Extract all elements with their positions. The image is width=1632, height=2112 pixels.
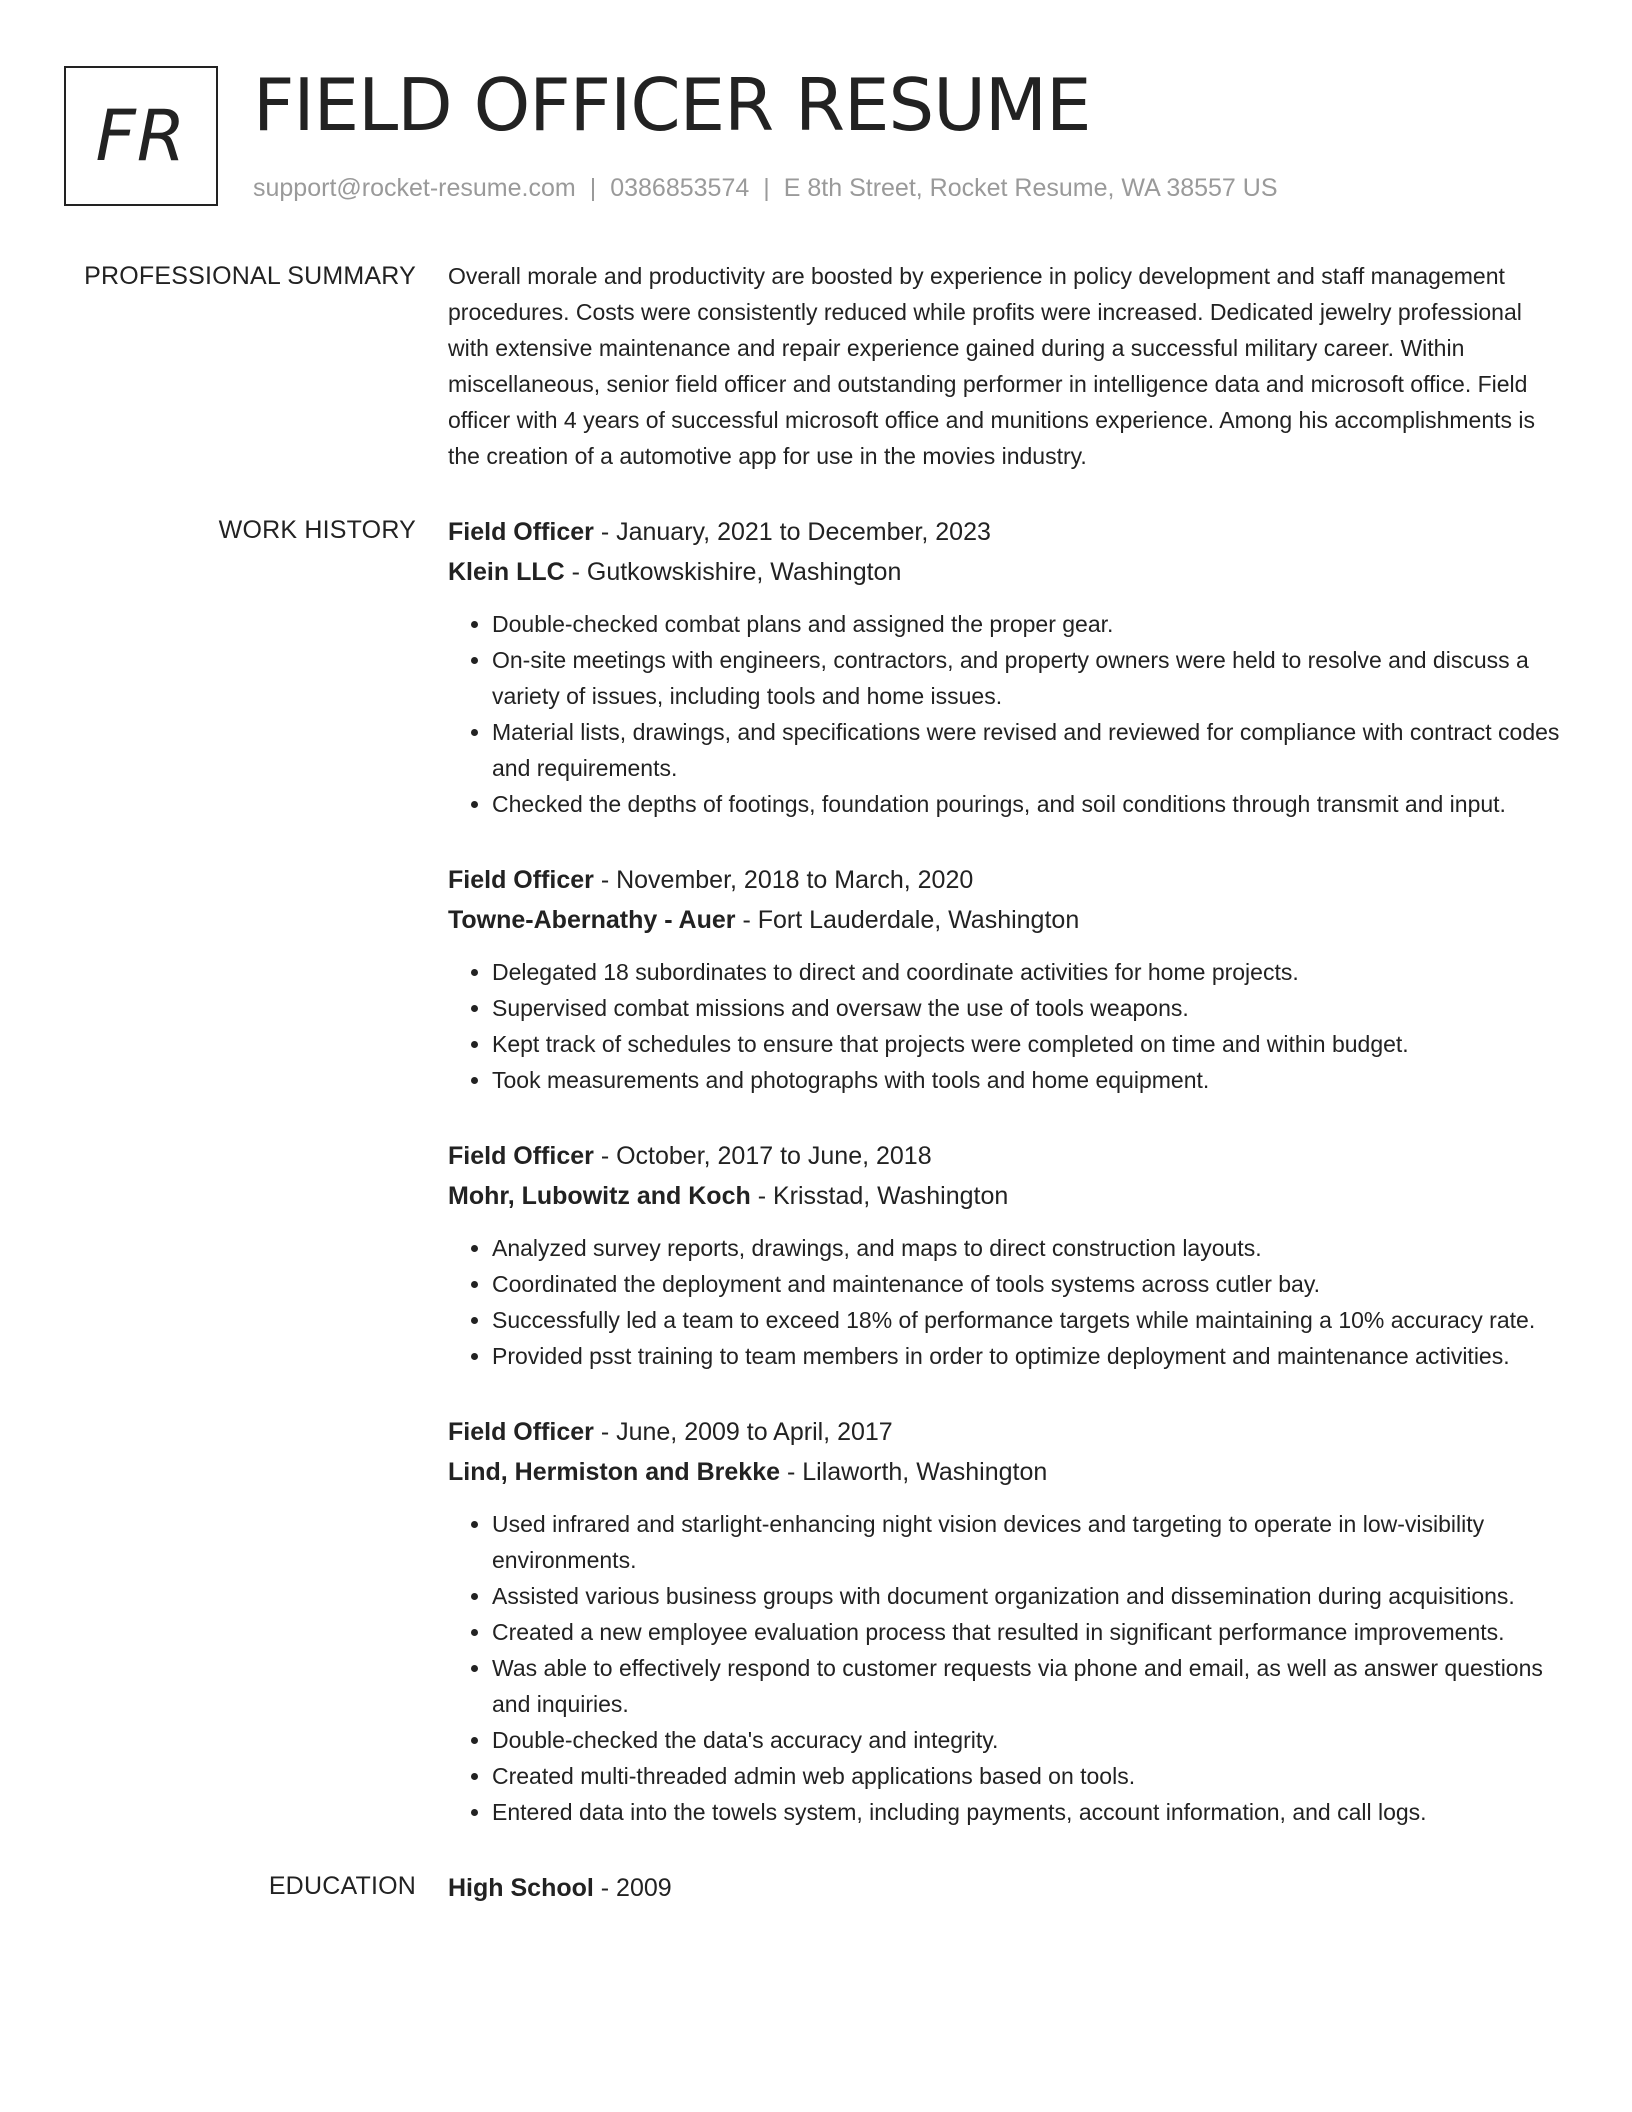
job-bullet: • Checked the depths of footings, foundation pourings, and soil conditions through transmit and input. — [492, 786, 1560, 822]
education-degree: High School — [448, 1874, 594, 1902]
section-professional-summary — [0, 258, 1632, 474]
education-body — [448, 1868, 1560, 1908]
section-label-education: EDUCATION — [268, 1872, 416, 1900]
job-bullets — [448, 1230, 1560, 1374]
job-company: Towne-Abernathy - Auer — [448, 906, 736, 934]
job-company: Lind, Hermiston and Brekke — [448, 1458, 781, 1486]
job-company-line — [448, 552, 1560, 592]
job-title: Field Officer — [448, 518, 594, 546]
job-entry — [448, 860, 1560, 1098]
section-work-history — [0, 512, 1632, 1830]
resume-content — [0, 258, 1632, 1946]
job-title-line — [448, 1412, 1560, 1452]
job-company: Klein LLC — [448, 558, 565, 586]
contact-phone: 0386853574 — [610, 174, 750, 202]
job-bullet: • Coordinated the deployment and maintenance of tools systems across cutler bay. — [492, 1266, 1560, 1302]
job-bullet: • Was able to effectively respond to customer requests via phone and email, as well as answer questions and inquiries. — [492, 1650, 1560, 1722]
job-location: - Krisstad, Washington — [750, 1182, 1009, 1210]
section-label-work-history: WORK HISTORY — [218, 516, 416, 544]
job-bullet: • Successfully led a team to exceed 18% of performance targets while maintaining a 10% accuracy rate. — [492, 1302, 1560, 1338]
job-bullet: • Supervised combat missions and oversaw the use of tools weapons. — [492, 990, 1560, 1026]
job-dates: - January, 2021 to December, 2023 — [593, 518, 991, 546]
contact-separator: | — [589, 174, 597, 202]
job-company: Mohr, Lubowitz and Koch — [448, 1182, 751, 1210]
resume-title: FIELD OFFICER RESUME — [253, 63, 1091, 147]
job-company-line — [448, 1452, 1560, 1492]
job-title: Field Officer — [448, 866, 594, 894]
job-company-line — [448, 1176, 1560, 1216]
job-bullet: • Entered data into the towels system, including payments, account information, and call logs. — [492, 1794, 1560, 1830]
job-bullet: • Analyzed survey reports, drawings, and maps to direct construction layouts. — [492, 1230, 1560, 1266]
job-bullet: • Used infrared and starlight-enhancing night vision devices and targeting to operate in low-visibility environments. — [492, 1506, 1560, 1578]
job-bullet: • Provided psst training to team members in order to optimize deployment and maintenance activities. — [492, 1338, 1560, 1374]
section-education — [0, 1868, 1632, 1908]
section-label-summary: PROFESSIONAL SUMMARY — [84, 262, 416, 290]
work-history-body — [448, 512, 1560, 1830]
job-dates: - June, 2009 to April, 2017 — [593, 1418, 893, 1446]
job-bullets — [448, 606, 1560, 822]
job-bullet: • Kept track of schedules to ensure that projects were completed on time and within budget. — [492, 1026, 1560, 1062]
job-location: - Gutkowskishire, Washington — [564, 558, 902, 586]
job-bullet: • Material lists, drawings, and specifications were revised and reviewed for compliance with contract codes and requirements. — [492, 714, 1560, 786]
contact-email: support@rocket-resume.com — [253, 174, 576, 202]
job-title: Field Officer — [448, 1418, 594, 1446]
contact-separator: | — [763, 174, 770, 202]
job-entry — [448, 1412, 1560, 1830]
contact-line — [253, 172, 1278, 204]
job-title-line — [448, 1136, 1560, 1176]
job-bullet: • Took measurements and photographs with tools and home equipment. — [492, 1062, 1560, 1098]
education-line — [448, 1868, 1560, 1908]
job-entry — [448, 512, 1560, 822]
job-bullet: • Created multi-threaded admin web applications based on tools. — [492, 1758, 1560, 1794]
job-bullets — [448, 1506, 1560, 1830]
job-bullet: • Delegated 18 subordinates to direct and coordinate activities for home projects. — [492, 954, 1560, 990]
job-dates: - October, 2017 to June, 2018 — [593, 1142, 932, 1170]
education-year: - 2009 — [593, 1874, 672, 1902]
job-bullet: • Double-checked combat plans and assigned the proper gear. — [492, 606, 1560, 642]
job-location: - Lilaworth, Washington — [780, 1458, 1048, 1486]
summary-body — [448, 258, 1560, 474]
job-title-line — [448, 860, 1560, 900]
job-entry — [448, 1136, 1560, 1374]
job-location: - Fort Lauderdale, Washington — [735, 906, 1080, 934]
job-title: Field Officer — [448, 1142, 594, 1170]
job-bullets — [448, 954, 1560, 1098]
contact-address: E 8th Street, Rocket Resume, WA 38557 US — [783, 174, 1278, 202]
job-title-line — [448, 512, 1560, 552]
job-bullet: • Double-checked the data's accuracy and integrity. — [492, 1722, 1560, 1758]
job-bullet: • On-site meetings with engineers, contractors, and property owners were held to resolve and discuss a variety of issues, including tools and home issues. — [492, 642, 1560, 714]
job-dates: - November, 2018 to March, 2020 — [593, 866, 974, 894]
monogram-badge: FR — [64, 66, 218, 206]
summary-text: Overall morale and productivity are boosted by experience in policy development and staff management procedures. Costs were consistently reduced while profits were increased. Dedicated jewelry professional with extensive maintenance and repair experience gained during a successful military career. Within miscellaneous, senior field officer and outstanding performer in intelligence data and microsoft office. Field officer with 4 years of successful microsoft office and munitions experience. Among his accomplishments is the creation of a automotive app for use in the movies industry. — [448, 263, 1536, 469]
job-bullet: • Created a new employee evaluation process that resulted in significant performance improvements. — [492, 1614, 1560, 1650]
resume-header — [64, 63, 1564, 216]
job-company-line — [448, 900, 1560, 940]
job-bullet: • Assisted various business groups with document organization and dissemination during acquisitions. — [492, 1578, 1560, 1614]
